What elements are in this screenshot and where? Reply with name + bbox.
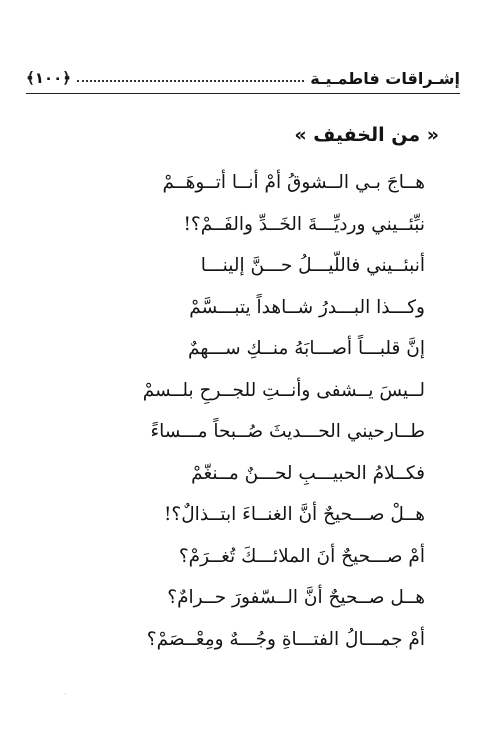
verse-line: إنَّ قلبـــاً أصـــابَهُ منــكِ ســـهمٌ bbox=[187, 338, 425, 359]
verse-line: هــل صــحيحٌ أنَّ الــسّفورَ حــرامٌ؟ bbox=[167, 587, 425, 608]
book-title: إشـراقات فاطمـيـة bbox=[310, 68, 460, 88]
verse-line: أمْ جمـــالُ الفتـــاةِ وجُـــهٌ ومِعْــصَمْ؟ bbox=[146, 628, 425, 650]
header-rule bbox=[26, 93, 460, 94]
verse-line: هــاجَ بـي الــشوقُ أمْ أنــا أتــوهَــمْ bbox=[162, 172, 425, 193]
verse-line: فكــلامُ الحبيـــبِ لحـــنٌ مــنغّمْ bbox=[191, 462, 425, 484]
verse-line: نبِّئــيني ورديِّـــةَ الخَــدِّ والفَــمْ؟! bbox=[183, 213, 425, 235]
dotted-leader bbox=[77, 80, 304, 82]
verse-line: أنبئــيني فاللّيـــلُ حـــنَّ إلينـــا bbox=[200, 255, 425, 276]
verse-line: لــيسَ يــشفى وأنــتِ للجــرحِ بلــسمْ bbox=[142, 379, 425, 401]
verse-line: طــارحيني الحـــديثَ صُــبحاً مـــساءً bbox=[150, 421, 425, 442]
running-header bbox=[26, 64, 460, 92]
verse-line: هــلْ صـــحيحٌ أنَّ الغنــاءَ ابتــذالٌ؟! bbox=[163, 504, 425, 525]
page-number: ﴿١٠٠﴾ bbox=[26, 69, 72, 87]
section-title: « من الخفيف » bbox=[294, 124, 439, 146]
verse-line: وكـــذا البـــدرُ شــاهداً يتبـــسَّمْ bbox=[189, 296, 425, 318]
poem-verses bbox=[45, 162, 425, 660]
verse-line: أمْ صـــحيحٌ أنَ الملائـــكَ تُغــرَمْ؟ bbox=[178, 545, 425, 567]
footer-dot: · bbox=[64, 690, 67, 699]
